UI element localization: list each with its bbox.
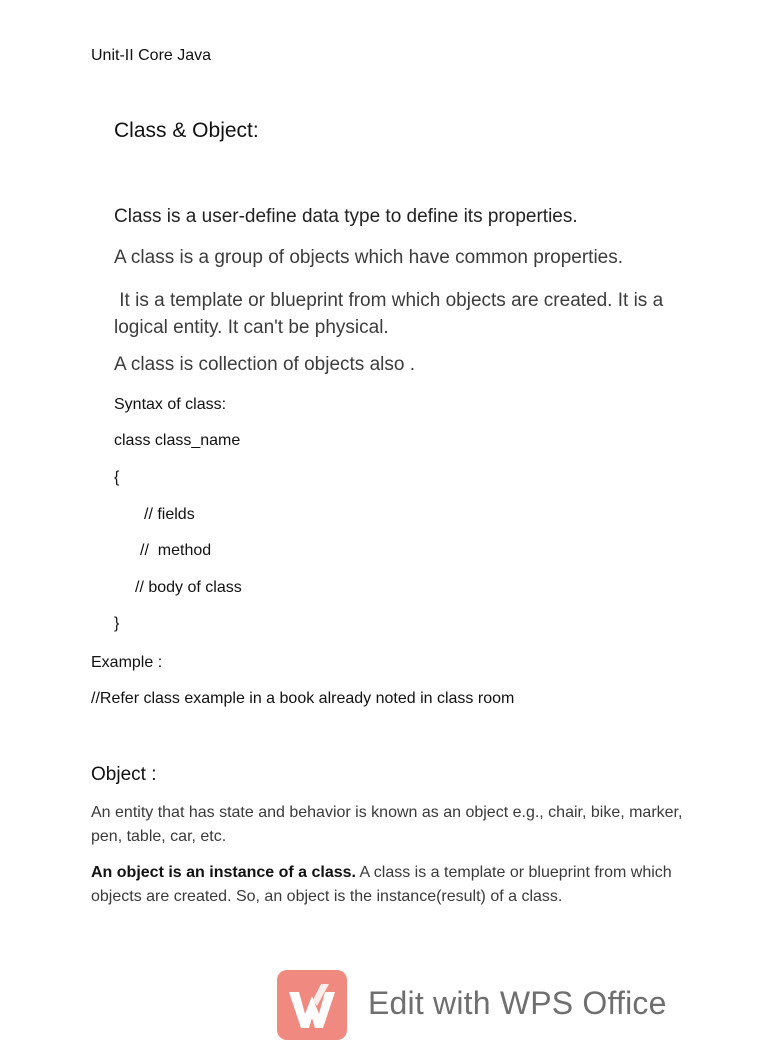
object-instance-bold-text: An object is an instance of a class.	[91, 864, 356, 881]
section-title-class-object: Class & Object:	[114, 119, 259, 142]
section-title-object: Object :	[91, 764, 157, 785]
code-line: {	[114, 469, 120, 486]
code-line: // fields	[144, 506, 195, 523]
syntax-label: Syntax of class:	[114, 396, 227, 413]
object-instance-paragraph	[91, 861, 691, 909]
code-line: // method	[140, 542, 212, 559]
wps-logo-icon	[277, 970, 347, 1040]
class-template-paragraph: It is a template or blueprint from which objects are created. It is a logical entity. It can't be physical.	[114, 290, 669, 338]
class-collection-paragraph: A class is collection of objects also .	[114, 354, 415, 375]
object-definition-paragraph: An entity that has state and behavior is known as an object e.g., chair, bike, marker, pen, table, car, etc.	[91, 804, 683, 845]
example-text: //Refer class example in a book already noted in class room	[91, 690, 515, 707]
class-group-paragraph: A class is a group of objects which have common properties.	[114, 247, 624, 268]
object-instance-rest-text: A class is a template or blueprint from which objects are created. So, an object is the instance(result) of a class.	[91, 864, 672, 905]
code-line: class class_name	[114, 432, 241, 449]
code-line: // body of class	[135, 579, 242, 596]
class-definition-paragraph: Class is a user-define data type to define its properties.	[114, 206, 578, 227]
code-line: }	[114, 615, 120, 632]
example-label: Example :	[91, 654, 163, 671]
wps-watermark-text[interactable]: Edit with WPS Office	[368, 985, 667, 1021]
page-header: Unit-II Core Java	[91, 47, 212, 64]
